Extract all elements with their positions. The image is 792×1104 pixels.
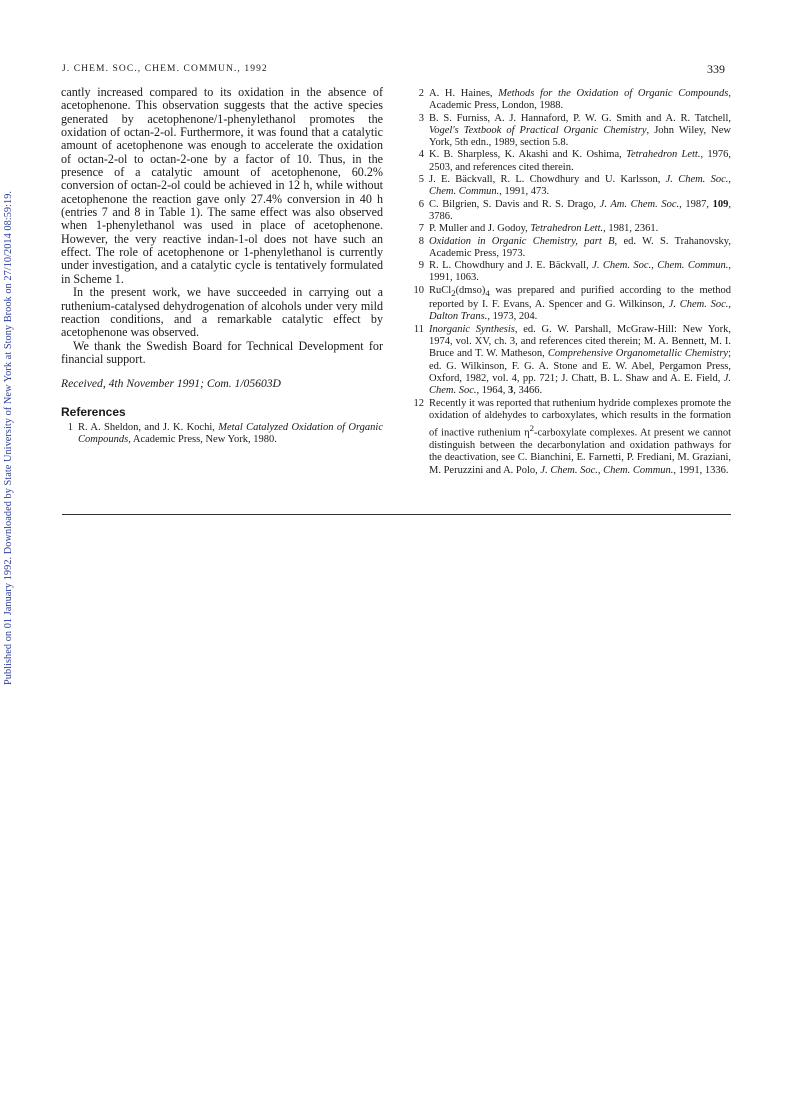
- page-divider: [62, 514, 731, 515]
- reference-item: 3 B. S. Furniss, A. J. Hannaford, P. W. G. Smith and A. R. Tatchell, Vogel's Textbook of Practical Organic Chemistry, John Wiley, New York, 5th edn., 1989, section 5.8.: [411, 113, 731, 150]
- reference-number: 4: [418, 149, 424, 161]
- right-column: [411, 88, 731, 477]
- reference-item: 1 R. A. Sheldon, and J. K. Kochi, Metal Catalyzed Oxidation of Organic Compounds, Academic Press, New York, 1980.: [61, 422, 383, 447]
- reference-item: 9 R. L. Chowdhury and J. E. Bäckvall, J. Chem. Soc., Chem. Commun., 1991, 1063.: [411, 260, 731, 285]
- left-column: [61, 86, 383, 446]
- received-line: Received, 4th November 1991; Com. 1/05603D: [61, 377, 281, 391]
- reference-item: 6 C. Bilgrien, S. Davis and R. S. Drago, J. Am. Chem. Soc., 1987, 109, 3786.: [411, 199, 731, 224]
- reference-item: 8 Oxidation in Organic Chemistry, part B, ed. W. S. Trahanovsky, Academic Press, 1973.: [411, 236, 731, 261]
- body-paragraph: cantly increased compared to its oxidation in the absence of acetophenone. This observation suggests that the active species generated by acetophenone/1-phenylethanol promotes the oxidation of octan-2-ol. Furthermore, it was found that a catalytic amount of acetophenone was enough to accelerate the oxidation of octan-2-ol to octan-2-one by a factor of 10. Thus, in the presence of a catalytic amount of acetophenone, 60.2% conversion of octan-2-ol could be achieved in 12 h, while without acetophenone the reaction gave only 27.4% conversion in 40 h (entries 7 and 8 in Table 1). The same effect was also observed when 1-phenylethanol was used in place of acetophenone. However, the very reactive indan-1-ol does not have such an effect. The role of acetophenone or 1-phenylethanol is currently under investigation, and a catalytic cycle is tentatively formulated in Scheme 1.: [61, 85, 383, 286]
- page-number: 339: [707, 62, 725, 76]
- download-watermark: [2, 175, 18, 685]
- reference-number: 9: [418, 260, 424, 272]
- reference-number: 6: [418, 198, 424, 210]
- reference-number: 8: [418, 235, 424, 247]
- acknowledgement-paragraph: We thank the Swedish Board for Technical Development for financial support.: [61, 338, 383, 366]
- reference-item: 5 J. E. Bäckvall, R. L. Chowdhury and U. Karlsson, J. Chem. Soc., Chem. Commun., 1991, 473.: [411, 174, 731, 199]
- reference-item: 12 Recently it was reported that ruthenium hydride complexes promote the oxidation of aldehydes to carboxylates, which results in the formation of inactive ruthenium $\eta^2$-carboxylate complexes. At present we cannot distinguish between the decarbonylation and oxidation pathways for the deactivation, see C. Bianchini, E. Farnetti, P. Frediani, M. Graziani, M. Peruzzini and A. Polo, J. Chem. Soc., Chem. Commun., 1991, 1336.: [411, 398, 731, 477]
- download-notice-text: Published on 01 January 1992. Downloaded by State University of New York at Stony Brook on 27/10/2014 08:59:19.: [3, 190, 14, 685]
- reference-number: 5: [418, 174, 424, 186]
- reference-item: 7 P. Muller and J. Godoy, Tetrahedron Lett., 1981, 2361.: [411, 223, 731, 235]
- references-heading: References: [61, 404, 126, 419]
- reference-item: 11 Inorganic Synthesis, ed. G. W. Parshall, McGraw-Hill: New York, 1974, vol. XV, ch. 3, and references cited therein; M. A. Bennett, M. I. Bruce and T. W. Matheson, Comprehensive Organometallic Chemistry; ed. G. Wilkinson, F. G. A. Stone and E. W. Abel, Pergamon Press, Oxford, 1982, vol. 4, pp. 721; J. Chatt, B. L. Shaw and A. E. Field, J. Chem. Soc., 1964, 3, 3466.: [411, 324, 731, 398]
- reference-number: 1: [67, 421, 73, 433]
- running-head: J. CHEM. SOC., CHEM. COMMUN., 1992: [62, 64, 268, 74]
- reference-item: 10 $RuCl_2(dmso)_4$ was prepared and purified according to the method reported by I. F. Evans, A. Spencer and G. Wilkinson, J. Chem. Soc., Dalton Trans., 1973, 204.: [411, 285, 731, 324]
- reference-item: 2 A. H. Haines, Methods for the Oxidation of Organic Compounds, Academic Press, London, 1988.: [411, 88, 731, 113]
- reference-number: 2: [418, 88, 424, 99]
- reference-item: 4 K. B. Sharpless, K. Akashi and K. Oshima, Tetrahedron Lett., 1976, 2503, and references cited therein.: [411, 149, 731, 174]
- reference-number: 7: [418, 223, 424, 235]
- reference-number: 12: [413, 397, 424, 409]
- reference-number: 10: [413, 284, 424, 296]
- reference-number: 11: [413, 323, 424, 335]
- body-paragraph: In the present work, we have succeeded in carrying out a ruthenium-catalysed dehydrogenation of alcohols under very mild reaction conditions, and a remarkable catalytic effect by acetophenone was observed.: [61, 285, 383, 340]
- reference-number: 3: [418, 112, 424, 124]
